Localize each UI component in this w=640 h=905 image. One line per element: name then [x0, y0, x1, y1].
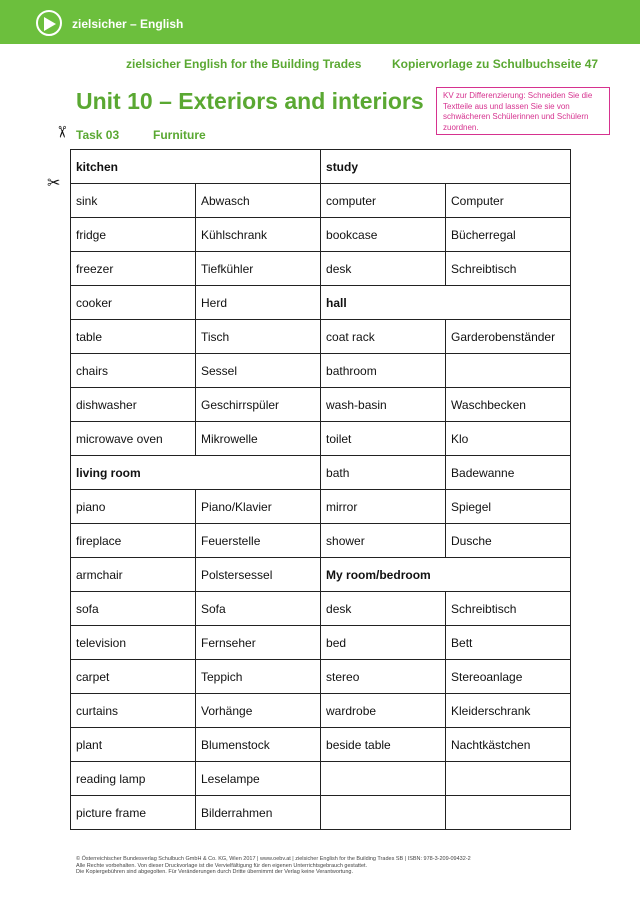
vocab-cell: bath — [321, 456, 446, 490]
vocab-cell: Dusche — [446, 524, 571, 558]
vocab-cell: Schreibtisch — [446, 252, 571, 286]
vocab-cell: Nachtkästchen — [446, 728, 571, 762]
vocab-cell: Garderobenständer — [446, 320, 571, 354]
table-row — [71, 252, 571, 286]
vocab-cell: Sessel — [196, 354, 321, 388]
room-heading-cell: hall — [321, 286, 571, 320]
vocab-cell: Geschirrspüler — [196, 388, 321, 422]
vocab-cell: piano — [71, 490, 196, 524]
vocab-cell — [446, 762, 571, 796]
vocab-cell: Sofa — [196, 592, 321, 626]
vocab-cell: desk — [321, 592, 446, 626]
vocab-cell: Tisch — [196, 320, 321, 354]
vocab-cell: shower — [321, 524, 446, 558]
vocab-cell: Feuerstelle — [196, 524, 321, 558]
footer-line: Die Kopiergebühren sind abgegolten. Für Veränderungen durch Dritte übernimmt der Verlag keine Verantwortung. — [76, 869, 354, 875]
table-row — [71, 660, 571, 694]
vocab-cell: television — [71, 626, 196, 660]
table-row — [71, 456, 571, 490]
vocab-cell: picture frame — [71, 796, 196, 830]
banner-wave-edge — [0, 38, 640, 44]
vocab-cell — [321, 796, 446, 830]
vocab-cell: Piano/Klavier — [196, 490, 321, 524]
task-name: Furniture — [153, 128, 206, 142]
play-icon — [36, 10, 62, 36]
vocab-cell: Spiegel — [446, 490, 571, 524]
vocab-cell: wash-basin — [321, 388, 446, 422]
brand-name: zielsicher – English — [72, 17, 184, 31]
vocab-cell: stereo — [321, 660, 446, 694]
vocab-cell: bathroom — [321, 354, 446, 388]
vocab-cell: dishwasher — [71, 388, 196, 422]
vocab-cell: sink — [71, 184, 196, 218]
vocab-cell — [321, 762, 446, 796]
vocab-cell: coat rack — [321, 320, 446, 354]
table-row — [71, 796, 571, 830]
table-row — [71, 626, 571, 660]
vocab-cell: fireplace — [71, 524, 196, 558]
table-row — [71, 320, 571, 354]
table-row — [71, 728, 571, 762]
vocab-cell: beside table — [321, 728, 446, 762]
vocab-cell: Stereoanlage — [446, 660, 571, 694]
vocab-cell: plant — [71, 728, 196, 762]
vocab-cell: Blumenstock — [196, 728, 321, 762]
vocab-cell: reading lamp — [71, 762, 196, 796]
footer-copyright — [76, 856, 471, 876]
table-row — [71, 218, 571, 252]
vocab-cell: Leselampe — [196, 762, 321, 796]
footer-line: Alle Rechte vorbehalten. Von dieser Druckvorlage ist die Vervielfältigung für den eigenen Unterrichtsgebrauch gestattet. — [76, 862, 368, 869]
vocab-cell: Computer — [446, 184, 571, 218]
vocab-cell: Mikrowelle — [196, 422, 321, 456]
table-row — [71, 150, 571, 184]
vocab-cell: Herd — [196, 286, 321, 320]
vocabulary-table-body — [71, 150, 571, 830]
page-reference: Kopiervorlage zu Schulbuchseite 47 — [392, 57, 599, 71]
vocab-cell: Waschbecken — [446, 388, 571, 422]
vocab-cell: bed — [321, 626, 446, 660]
vocab-cell: desk — [321, 252, 446, 286]
vocab-cell: Bett — [446, 626, 571, 660]
page-title: Unit 10 – Exteriors and interiors — [76, 88, 424, 114]
vocab-cell: Bücherregal — [446, 218, 571, 252]
vocab-cell: Fernseher — [196, 626, 321, 660]
vocab-cell: Abwasch — [196, 184, 321, 218]
table-row — [71, 558, 571, 592]
vocab-cell: chairs — [71, 354, 196, 388]
table-row — [71, 388, 571, 422]
vocab-cell: carpet — [71, 660, 196, 694]
vocab-cell: cooker — [71, 286, 196, 320]
table-row — [71, 286, 571, 320]
vocab-cell: table — [71, 320, 196, 354]
vocab-cell: Vorhänge — [196, 694, 321, 728]
book-title: zielsicher English for the Building Trades — [126, 57, 362, 71]
vocab-cell: wardrobe — [321, 694, 446, 728]
table-row — [71, 490, 571, 524]
header-banner — [0, 0, 640, 44]
vocabulary-table — [70, 149, 571, 830]
vocab-cell — [446, 796, 571, 830]
vocab-cell: mirror — [321, 490, 446, 524]
vocab-cell: Kleiderschrank — [446, 694, 571, 728]
room-heading-cell: living room — [71, 456, 321, 490]
vocab-cell: bookcase — [321, 218, 446, 252]
room-heading-cell: study — [321, 150, 571, 184]
table-row — [71, 354, 571, 388]
table-row — [71, 184, 571, 218]
table-row — [71, 524, 571, 558]
vocab-cell: toilet — [321, 422, 446, 456]
vocab-cell: microwave oven — [71, 422, 196, 456]
differentiation-note: KV zur Differenzierung: Schneiden Sie die Textteile aus und lassen Sie sie von schwächeren Schülerinnen und Schülern zuordnen. — [436, 87, 610, 135]
vocab-cell: Tiefkühler — [196, 252, 321, 286]
vocab-cell: computer — [321, 184, 446, 218]
vocab-cell: Schreibtisch — [446, 592, 571, 626]
table-row — [71, 762, 571, 796]
vocab-cell: Kühlschrank — [196, 218, 321, 252]
vocab-cell: freezer — [71, 252, 196, 286]
room-heading-cell: kitchen — [71, 150, 321, 184]
vocab-cell: Klo — [446, 422, 571, 456]
table-row — [71, 422, 571, 456]
room-heading-cell: My room/bedroom — [321, 558, 571, 592]
table-row — [71, 694, 571, 728]
vocab-cell: fridge — [71, 218, 196, 252]
vocab-cell: sofa — [71, 592, 196, 626]
scissors-icon: ✂ — [52, 125, 70, 139]
task-number: Task 03 — [76, 128, 120, 142]
vocab-cell: curtains — [71, 694, 196, 728]
table-row — [71, 592, 571, 626]
vocab-cell: armchair — [71, 558, 196, 592]
vocab-cell: Bilderrahmen — [196, 796, 321, 830]
vocab-cell: Badewanne — [446, 456, 571, 490]
footer-line: © Österreichischer Bundesverlag Schulbuch GmbH & Co. KG, Wien 2017 | www.oebv.at | zielsicher English for the Building Trades SB | ISBN: 978-3-209-09432-2 — [76, 856, 471, 862]
vocab-cell — [446, 354, 571, 388]
vocab-cell: Polstersessel — [196, 558, 321, 592]
scissors-icon: ✂ — [47, 175, 61, 192]
vocab-cell: Teppich — [196, 660, 321, 694]
